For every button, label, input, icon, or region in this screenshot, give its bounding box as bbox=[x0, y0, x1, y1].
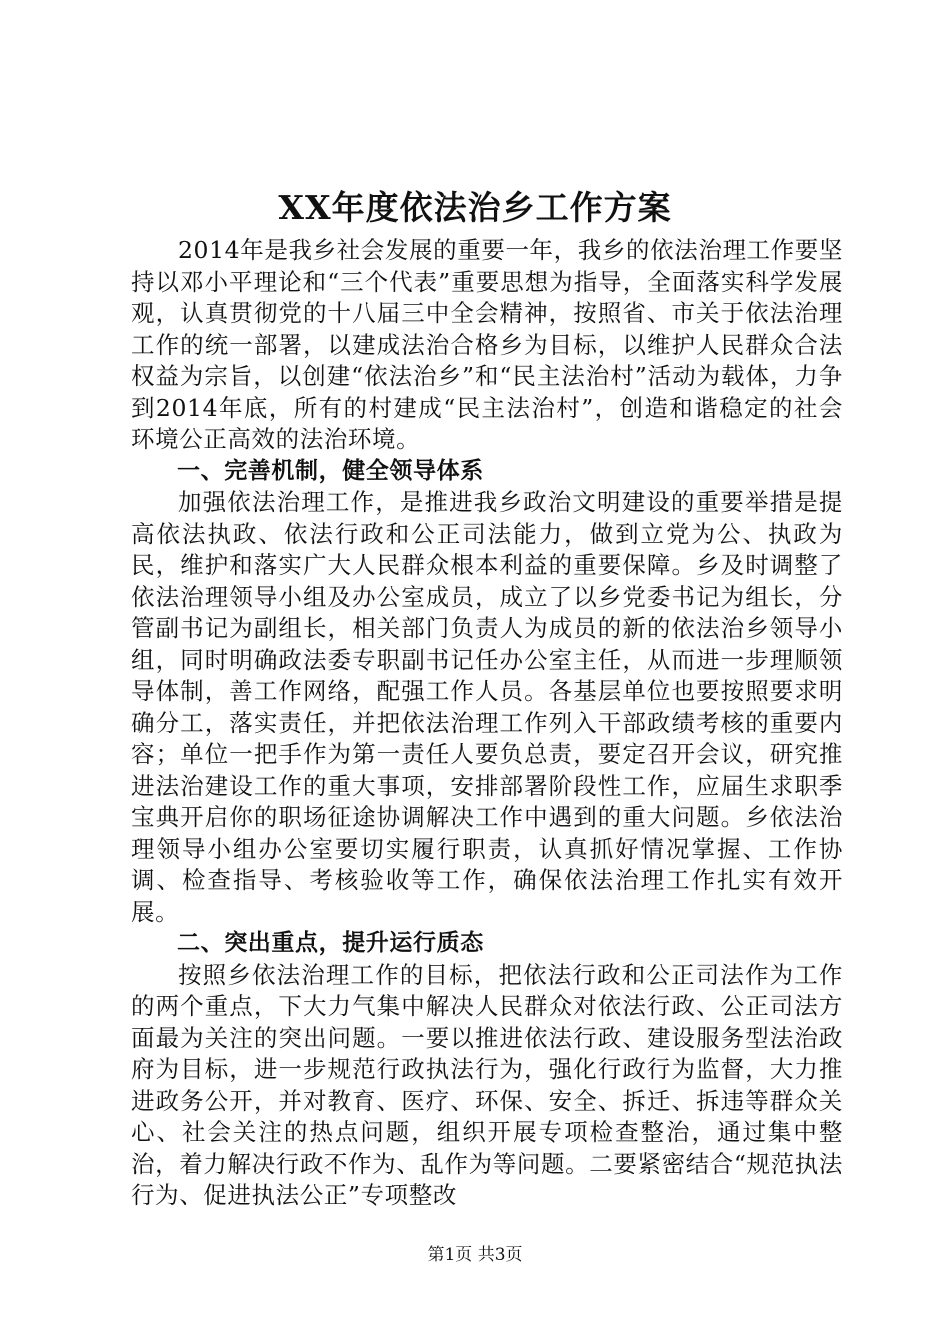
section-heading-1: 一、完善机制，健全领导体系 bbox=[177, 457, 484, 484]
paragraph-section-1: 加强依法治理工作，是推进我乡政治文明建设的重要举措是提高依法执政、依法行政和公正司法能力，做到立党为公、执政为民，维护和落实广大人民群众根本利益的重要保障。乡及时调整了依法治理领导小组及办公室成员，成立了以乡党委书记为组长，分管副书记为副组长，相关部门负责人为成员的新的依法治乡领导小组，同时明确政法委专职副书记任办公室主任，从而进一步理顺领导体制，善工作网络，配强工作人员。各基层单位也要按照要求明确分工，落实责任，并把依法治理工作列入干部政绩考核的重要内容；单位一把手作为第一责任人要负总责，要定召开会议，研究推进法治建设工作的重大事项，安排部署阶段性工作，应届生求职季宝典开启你的职场征途协调解决工作中遇到的重大问题。乡依法治理领导小组办公室要切实履行职责，认真抓好情况掌握、工作协调、检查指导、考核验收等工作，确保依法治理工作扎实有效开展。 bbox=[131, 488, 843, 926]
page-number-footer: 第1页 共3页 bbox=[427, 1245, 523, 1265]
paragraph-intro: 2014年是我乡社会发展的重要一年，我乡的依法治理工作要坚持以邓小平理论和“三个代表”重要思想为指导，全面落实科学发展观，认真贯彻党的十八届三中全会精神，按照省、市关于依法治理工作的统一部署，以建成法治合格乡为目标，以维护人民群众合法权益为宗旨，以创建“依法治乡”和“民主法治村”活动为载体，力争到2014年底，所有的村建成“民主法治村”，创造和谐稳定的社会环境公正高效的法治环境。 bbox=[131, 236, 843, 453]
section-heading-2: 二、突出重点，提升运行质态 bbox=[177, 930, 484, 956]
document-title: XX年度依法治乡工作方案 bbox=[278, 188, 672, 227]
paragraph-section-2: 按照乡依法治理工作的目标，把依法行政和公正司法作为工作的两个重点，下大力气集中解决人民群众对依法行政、公正司法方面最为关注的突出问题。一要以推进依法行政、建设服务型法治政府为目标，进一步规范行政执法行为，强化行政行为监督，大力推进政务公开，并对教育、医疗、环保、安全、拆迁、拆违等群众关心、社会关注的热点问题，组织开展专项检查整治，通过集中整治，着力解决行政不作为、乱作为等问题。二要紧密结合“规范执法行为、促进执法公正”专项整改 bbox=[131, 960, 843, 1209]
document-body bbox=[131, 235, 843, 1212]
